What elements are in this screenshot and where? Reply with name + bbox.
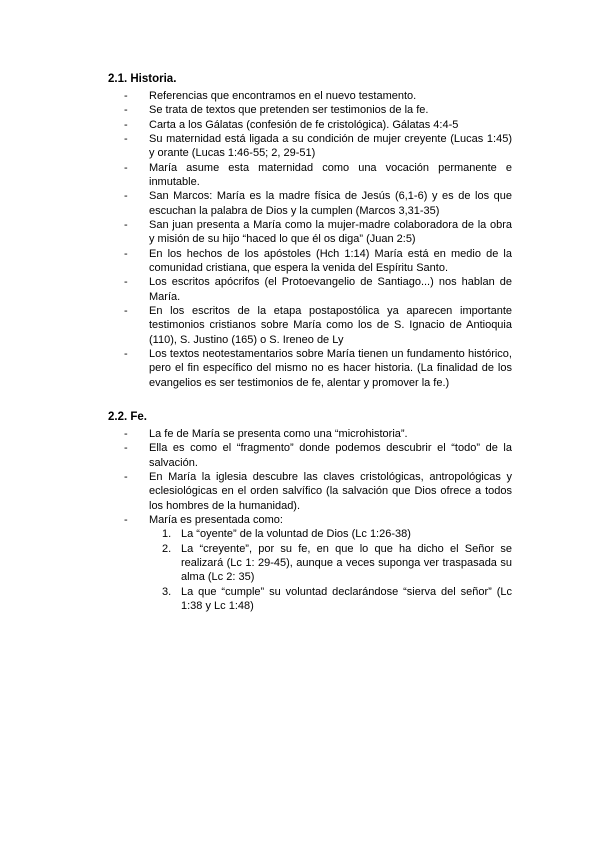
bullet-list-fe [108, 427, 512, 613]
list-item [108, 427, 512, 441]
list-item [108, 118, 512, 132]
list-item-text: En los hechos de los apóstoles (Hch 1:14) María está en medio de la comunidad cristiana, que espera la venida del Espíritu Santo. [149, 247, 512, 274]
numbered-item [149, 527, 512, 541]
bullet-marker: - [124, 132, 128, 145]
list-item [108, 304, 512, 347]
numbered-item-number: 3. [162, 585, 172, 598]
bullet-list-historia [108, 89, 512, 390]
bullet-marker: - [124, 470, 128, 483]
list-item [108, 441, 512, 470]
list-item-text: San Marcos: María es la madre física de Jesús (6,1-6) y es de los que escuchan la palabra de Dios y la cumplen (Marcos 3,31-35) [149, 190, 512, 217]
numbered-item-text: La “creyente”, por su fe, en que lo que ha dicho el Señor se realizará (Lc 1: 29-45), aunque a veces suponga ver traspasada su alma (Lc 2: 35) [181, 542, 512, 584]
bullet-marker: - [124, 161, 128, 174]
numbered-list [149, 527, 512, 613]
numbered-item-number: 2. [162, 542, 172, 555]
bullet-marker: - [124, 304, 128, 317]
bullet-marker: - [124, 347, 128, 360]
list-item-text: María asume esta maternidad como una vocación permanente e inmutable. [149, 161, 512, 188]
bullet-marker: - [124, 104, 128, 117]
list-item [108, 513, 512, 613]
numbered-item-number: 1. [162, 528, 172, 541]
bullet-marker: - [124, 90, 128, 102]
list-item-text: Su maternidad está ligada a su condición de mujer creyente (Lucas 1:45) y orante (Lucas 1:46-55; 2, 29-51) [149, 132, 512, 160]
list-item [108, 161, 512, 190]
page-content [108, 72, 512, 613]
list-item [108, 218, 512, 247]
list-item [108, 103, 512, 117]
list-item-text: La fe de María se presenta como una “microhistoria”. [149, 427, 408, 440]
list-item [108, 89, 512, 103]
bullet-marker: - [124, 442, 128, 455]
list-item-text: Carta a los Gálatas (confesión de fe cristológica). Gálatas 4:4-5 [149, 118, 459, 131]
bullet-marker: - [124, 276, 128, 289]
list-item-text: Los textos neotestamentarios sobre María tienen un fundamento histórico, pero el fin específico del mismo no es hacer historia. (La finalidad de los evangelios es ser testimonios de fe, alentar y promover la fe.) [149, 347, 512, 389]
list-item-text: Referencias que encontramos en el nuevo testamento. [149, 90, 417, 102]
list-item-text: Ella es como el “fragmento” donde podemos descubrir el “todo” de la salvación. [149, 442, 512, 469]
list-item-text: María es presentada como: [149, 513, 283, 526]
list-item-text: En María la iglesia descubre las claves cristológicas, antropológicas y eclesiológicas en el orden salvífico (la salvación que Dios ofrece a todos los hombres de la humanidad). [149, 470, 512, 512]
bullet-marker: - [124, 427, 128, 440]
bullet-marker: - [124, 190, 128, 203]
list-item-text: San juan presenta a María como la mujer-madre colaboradora de la obra y misión de su hijo “haced lo que él os diga” (Juan 2:5) [149, 218, 512, 246]
numbered-item [149, 585, 512, 614]
list-item [108, 189, 512, 218]
bullet-marker: - [124, 513, 128, 526]
list-item [108, 247, 512, 276]
bullet-marker: - [124, 118, 128, 131]
numbered-item-text: La “oyente” de la voluntad de Dios (Lc 1:26-38) [181, 528, 411, 541]
section-heading-historia: 2.1. Historia. [108, 73, 177, 85]
bullet-marker: - [124, 218, 128, 231]
section-heading-fe: 2.2. Fe. [108, 410, 147, 423]
bullet-marker: - [124, 247, 128, 260]
list-item [108, 132, 512, 161]
list-item [108, 470, 512, 513]
list-item [108, 275, 512, 304]
list-item-text: Se trata de textos que pretenden ser testimonios de la fe. [149, 104, 429, 117]
list-item-text: En los escritos de la etapa postapostólica ya aparecen importante testimonios cristianos sobre María como los de S. Ignacio de Antioquia (110), S. Justino (165) o S. Ireneo de Ly [149, 304, 512, 346]
list-item [108, 347, 512, 390]
list-item-text: Los escritos apócrifos (el Protoevangelio de Santiago...) nos hablan de María. [149, 276, 512, 303]
numbered-item-text: La que “cumple” su voluntad declarándose “sierva del señor” (Lc 1:38 y Lc 1:48) [181, 585, 512, 612]
numbered-item [149, 542, 512, 585]
